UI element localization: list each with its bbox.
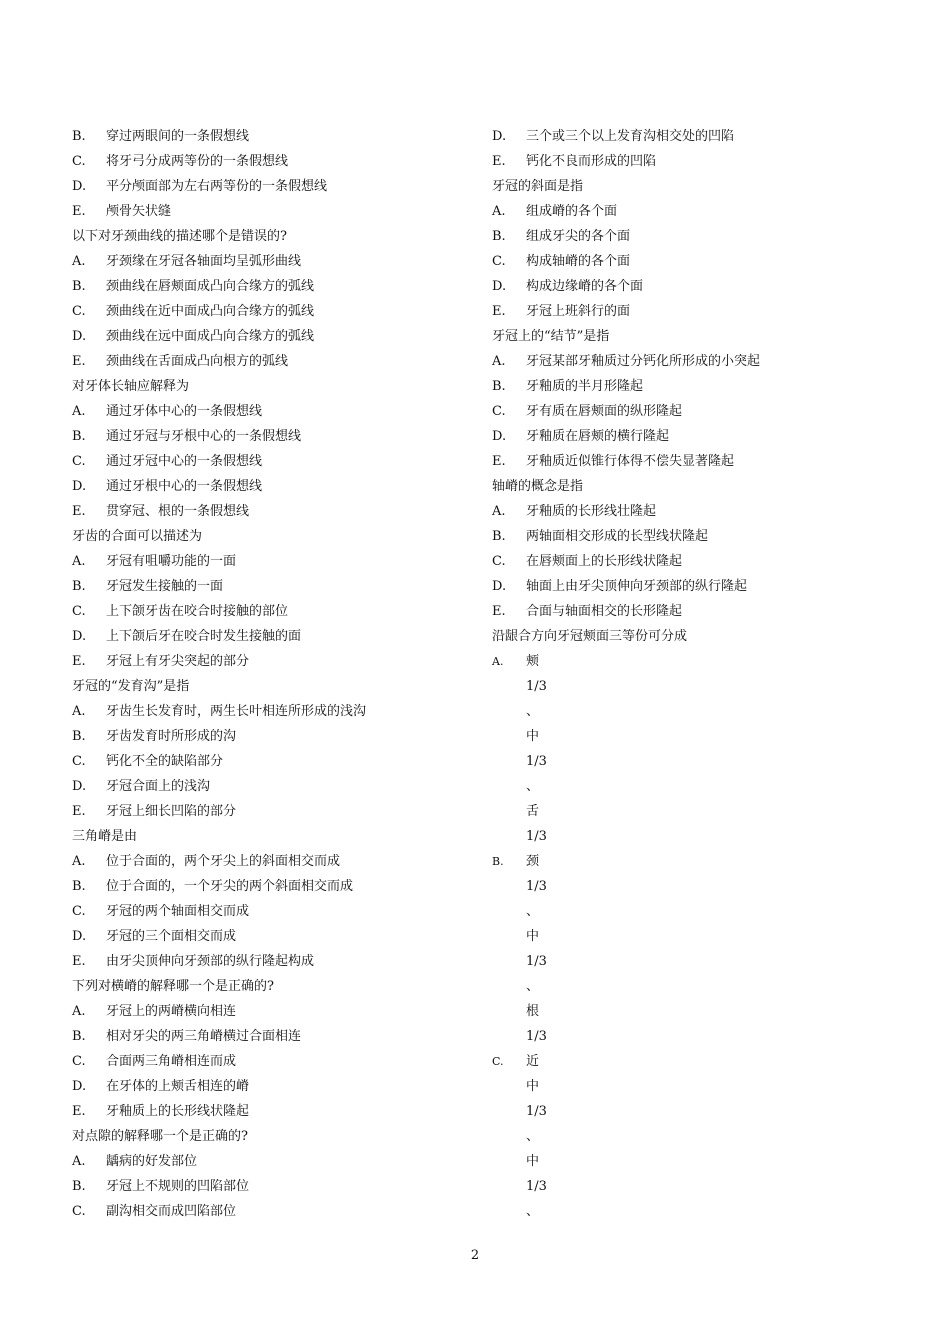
option-line bbox=[72, 1099, 472, 1124]
option-line bbox=[72, 1149, 472, 1174]
line-text: 牙齿发育时所形成的沟 bbox=[106, 729, 237, 744]
option-line bbox=[72, 449, 472, 474]
line-text: 牙冠上细长凹陷的部分 bbox=[106, 804, 237, 819]
option-line bbox=[72, 124, 472, 149]
line-text: 穿过两眼间的一条假想线 bbox=[106, 129, 250, 144]
line-text: 三个或三个以上发育沟相交处的凹陷 bbox=[526, 129, 735, 144]
option-label: E. bbox=[492, 604, 506, 619]
question-text bbox=[72, 674, 472, 699]
line-text: 中 bbox=[526, 1079, 540, 1094]
question-text bbox=[72, 1124, 472, 1149]
option-label: C. bbox=[72, 154, 86, 169]
option-line bbox=[492, 849, 912, 874]
option-continuation bbox=[492, 824, 912, 849]
option-label: D. bbox=[492, 429, 507, 444]
option-line bbox=[492, 149, 912, 174]
line-text: 三角嵴是由 bbox=[72, 829, 138, 844]
option-label: C. bbox=[72, 604, 86, 619]
option-label: B. bbox=[72, 129, 86, 144]
option-continuation bbox=[492, 674, 912, 699]
line-text: 1/3 bbox=[526, 1179, 547, 1194]
option-continuation bbox=[492, 1024, 912, 1049]
line-text: 中 bbox=[526, 929, 540, 944]
option-line bbox=[72, 1074, 472, 1099]
option-label: E. bbox=[492, 154, 506, 169]
line-text: 对点隙的解释哪一个是正确的? bbox=[72, 1129, 248, 1144]
line-text: 上下颌后牙在咬合时发生接触的面 bbox=[106, 629, 302, 644]
option-label: C. bbox=[492, 554, 506, 569]
option-label: B. bbox=[492, 855, 504, 868]
right-column bbox=[492, 124, 912, 1224]
option-line bbox=[72, 249, 472, 274]
line-text: 轴嵴的概念是指 bbox=[492, 479, 584, 494]
question-text bbox=[72, 224, 472, 249]
line-text: 中 bbox=[526, 1154, 540, 1169]
option-continuation bbox=[492, 999, 912, 1024]
line-text: 副沟相交而成凹陷部位 bbox=[106, 1204, 237, 1219]
option-line bbox=[492, 399, 912, 424]
option-continuation bbox=[492, 724, 912, 749]
line-text: 、 bbox=[526, 1129, 540, 1144]
line-text: 沿龈合方向牙冠颊面三等份可分成 bbox=[492, 629, 688, 644]
question-text bbox=[72, 974, 472, 999]
option-line bbox=[72, 999, 472, 1024]
line-text: 平分颅面部为左右两等份的一条假想线 bbox=[106, 179, 328, 194]
option-line bbox=[492, 274, 912, 299]
option-line bbox=[492, 299, 912, 324]
option-line bbox=[72, 899, 472, 924]
line-text: 舌 bbox=[526, 804, 540, 819]
option-line bbox=[72, 724, 472, 749]
option-label: D. bbox=[492, 279, 507, 294]
line-text: 组成牙尖的各个面 bbox=[526, 229, 631, 244]
line-text: 牙釉质上的长形线状隆起 bbox=[106, 1104, 250, 1119]
line-text: 1/3 bbox=[526, 879, 547, 894]
option-line bbox=[492, 199, 912, 224]
line-text: 相对牙尖的两三角嵴横过合面相连 bbox=[106, 1029, 302, 1044]
line-text: 钙化不良而形成的凹陷 bbox=[526, 154, 657, 169]
line-text: 牙釉质的长形线壮隆起 bbox=[526, 504, 657, 519]
option-label: C. bbox=[72, 1204, 86, 1219]
option-line bbox=[72, 1199, 472, 1224]
line-text: 牙冠有咀嚼功能的一面 bbox=[106, 554, 237, 569]
option-line bbox=[492, 124, 912, 149]
option-continuation bbox=[492, 874, 912, 899]
line-text: 牙齿的合面可以描述为 bbox=[72, 529, 203, 544]
line-text: 通过牙根中心的一条假想线 bbox=[106, 479, 263, 494]
option-label: D. bbox=[492, 129, 507, 144]
option-continuation bbox=[492, 1099, 912, 1124]
option-label: D. bbox=[72, 929, 87, 944]
option-continuation bbox=[492, 1149, 912, 1174]
option-label: C. bbox=[72, 304, 86, 319]
option-label: D. bbox=[72, 779, 87, 794]
option-line bbox=[492, 1049, 912, 1074]
line-text: 1/3 bbox=[526, 754, 547, 769]
option-label: B. bbox=[72, 1029, 86, 1044]
line-text: 通过牙冠与牙根中心的一条假想线 bbox=[106, 429, 302, 444]
line-text: 1/3 bbox=[526, 954, 547, 969]
option-label: B. bbox=[492, 379, 506, 394]
option-label: B. bbox=[72, 279, 86, 294]
option-label: E. bbox=[492, 304, 506, 319]
line-text: 牙冠某部牙釉质过分钙化所形成的小突起 bbox=[526, 354, 761, 369]
line-text: 在唇颊面上的长形线状隆起 bbox=[526, 554, 683, 569]
option-label: C. bbox=[492, 404, 506, 419]
line-text: 1/3 bbox=[526, 1029, 547, 1044]
line-text: 构成边缘嵴的各个面 bbox=[526, 279, 644, 294]
option-label: C. bbox=[72, 1054, 86, 1069]
option-line bbox=[72, 174, 472, 199]
option-line bbox=[492, 224, 912, 249]
page-number: 2 bbox=[470, 1248, 480, 1263]
line-text: 颈曲线在近中面成凸向合缘方的弧线 bbox=[106, 304, 315, 319]
line-text: 牙冠上班斜行的面 bbox=[526, 304, 631, 319]
option-line bbox=[72, 1024, 472, 1049]
option-label: E. bbox=[72, 954, 86, 969]
line-text: 龋病的好发部位 bbox=[106, 1154, 198, 1169]
question-text bbox=[72, 524, 472, 549]
line-text: 、 bbox=[526, 904, 540, 919]
option-continuation bbox=[492, 749, 912, 774]
line-text: 、 bbox=[526, 704, 540, 719]
option-line bbox=[72, 1174, 472, 1199]
line-text: 颈 bbox=[526, 854, 540, 869]
option-label: B. bbox=[492, 229, 506, 244]
option-line bbox=[72, 499, 472, 524]
option-label: A. bbox=[72, 704, 86, 719]
option-line bbox=[492, 349, 912, 374]
line-text: 在牙体的上颊舌相连的嵴 bbox=[106, 1079, 250, 1094]
option-label: A. bbox=[492, 504, 506, 519]
option-continuation bbox=[492, 1124, 912, 1149]
line-text: 轴面上由牙尖顶伸向牙颈部的纵行隆起 bbox=[526, 579, 748, 594]
option-line bbox=[72, 749, 472, 774]
option-line bbox=[72, 699, 472, 724]
option-label: B. bbox=[72, 579, 86, 594]
line-text: 组成嵴的各个面 bbox=[526, 204, 618, 219]
option-line bbox=[72, 774, 472, 799]
line-text: 牙颈缘在牙冠各轴面均呈弧形曲线 bbox=[106, 254, 302, 269]
option-label: A. bbox=[72, 404, 86, 419]
option-line bbox=[72, 624, 472, 649]
option-label: D. bbox=[492, 579, 507, 594]
question-text bbox=[492, 624, 912, 649]
line-text: 中 bbox=[526, 729, 540, 744]
line-text: 牙有质在唇颊面的纵形隆起 bbox=[526, 404, 683, 419]
line-text: 对牙体长轴应解释为 bbox=[72, 379, 190, 394]
line-text: 牙冠上不规则的凹陷部位 bbox=[106, 1179, 250, 1194]
option-label: A. bbox=[72, 1154, 86, 1169]
line-text: 1/3 bbox=[526, 1104, 547, 1119]
option-label: C. bbox=[492, 1055, 504, 1068]
option-label: D. bbox=[72, 179, 87, 194]
option-label: D. bbox=[72, 479, 87, 494]
line-text: 钙化不全的缺陷部分 bbox=[106, 754, 224, 769]
line-text: 通过牙冠中心的一条假想线 bbox=[106, 454, 263, 469]
line-text: 牙冠的两个轴面相交而成 bbox=[106, 904, 250, 919]
line-text: 贯穿冠、根的一条假想线 bbox=[106, 504, 250, 519]
option-continuation bbox=[492, 899, 912, 924]
line-text: 下列对横嵴的解释哪一个是正确的? bbox=[72, 979, 274, 994]
line-text: 牙釉质的半月形隆起 bbox=[526, 379, 644, 394]
option-line bbox=[72, 574, 472, 599]
line-text: 近 bbox=[526, 1054, 540, 1069]
line-text: 牙冠上有牙尖突起的部分 bbox=[106, 654, 250, 669]
line-text: 牙冠的“发育沟”是指 bbox=[72, 679, 190, 694]
option-line bbox=[72, 924, 472, 949]
option-line bbox=[72, 1049, 472, 1074]
option-label: A. bbox=[72, 1004, 86, 1019]
option-label: A. bbox=[72, 554, 86, 569]
line-text: 牙釉质在唇颊的横行隆起 bbox=[526, 429, 670, 444]
line-text: 1/3 bbox=[526, 829, 547, 844]
line-text: 牙釉质近似锥行体得不偿失显著隆起 bbox=[526, 454, 735, 469]
option-line bbox=[72, 549, 472, 574]
option-label: E. bbox=[72, 654, 86, 669]
option-line bbox=[492, 599, 912, 624]
line-text: 两轴面相交形成的长型线状隆起 bbox=[526, 529, 709, 544]
line-text: 构成轴嵴的各个面 bbox=[526, 254, 631, 269]
option-label: B. bbox=[72, 729, 86, 744]
option-continuation bbox=[492, 1074, 912, 1099]
line-text: 由牙尖顶伸向牙颈部的纵行隆起构成 bbox=[106, 954, 315, 969]
option-label: B. bbox=[72, 879, 86, 894]
option-label: E. bbox=[72, 1104, 86, 1119]
question-text bbox=[72, 374, 472, 399]
left-column bbox=[72, 124, 472, 1224]
option-line bbox=[72, 149, 472, 174]
option-label: E. bbox=[72, 504, 86, 519]
line-text: 颊 bbox=[526, 654, 540, 669]
line-text: 以下对牙颈曲线的描述哪个是错误的? bbox=[72, 229, 287, 244]
option-label: C. bbox=[72, 454, 86, 469]
option-line bbox=[72, 474, 472, 499]
option-line bbox=[492, 374, 912, 399]
option-line bbox=[492, 499, 912, 524]
option-label: D. bbox=[72, 329, 87, 344]
line-text: 位于合面的，两个牙尖上的斜面相交而成 bbox=[106, 854, 341, 869]
option-line bbox=[72, 799, 472, 824]
line-text: 合面两三角嵴相连而成 bbox=[106, 1054, 237, 1069]
line-text: 将牙弓分成两等份的一条假想线 bbox=[106, 154, 289, 169]
line-text: 位于合面的，一个牙尖的两个斜面相交而成 bbox=[106, 879, 354, 894]
option-line bbox=[492, 424, 912, 449]
option-line bbox=[72, 349, 472, 374]
option-line bbox=[72, 649, 472, 674]
option-label: A. bbox=[72, 254, 86, 269]
option-label: A. bbox=[492, 655, 504, 668]
option-continuation bbox=[492, 1199, 912, 1224]
option-label: D. bbox=[72, 1079, 87, 1094]
option-label: E. bbox=[72, 804, 86, 819]
option-continuation bbox=[492, 799, 912, 824]
question-text bbox=[492, 174, 912, 199]
line-text: 牙冠的三个面相交而成 bbox=[106, 929, 237, 944]
option-line bbox=[72, 274, 472, 299]
line-text: 颈曲线在舌面成凸向根方的弧线 bbox=[106, 354, 289, 369]
option-line bbox=[72, 874, 472, 899]
option-label: A. bbox=[492, 204, 506, 219]
line-text: 牙冠合面上的浅沟 bbox=[106, 779, 211, 794]
option-line bbox=[72, 399, 472, 424]
option-line bbox=[72, 299, 472, 324]
option-line bbox=[72, 324, 472, 349]
option-continuation bbox=[492, 699, 912, 724]
option-label: A. bbox=[492, 354, 506, 369]
option-continuation bbox=[492, 924, 912, 949]
option-line bbox=[492, 449, 912, 474]
line-text: 颅骨矢状缝 bbox=[106, 204, 172, 219]
question-text bbox=[492, 324, 912, 349]
line-text: 合面与轴面相交的长形隆起 bbox=[526, 604, 683, 619]
line-text: 牙冠的斜面是指 bbox=[492, 179, 584, 194]
question-text bbox=[72, 824, 472, 849]
line-text: 、 bbox=[526, 1204, 540, 1219]
option-line bbox=[72, 199, 472, 224]
question-text bbox=[492, 474, 912, 499]
option-continuation bbox=[492, 1174, 912, 1199]
option-label: D. bbox=[72, 629, 87, 644]
line-text: 颈曲线在远中面成凸向合缘方的弧线 bbox=[106, 329, 315, 344]
option-line bbox=[72, 849, 472, 874]
option-label: B. bbox=[492, 529, 506, 544]
option-continuation bbox=[492, 974, 912, 999]
option-line bbox=[72, 424, 472, 449]
option-label: E. bbox=[72, 354, 86, 369]
option-label: C. bbox=[72, 754, 86, 769]
option-label: B. bbox=[72, 1179, 86, 1194]
option-label: C. bbox=[492, 254, 506, 269]
option-label: C. bbox=[72, 904, 86, 919]
option-label: E. bbox=[492, 454, 506, 469]
line-text: 牙齿生长发育时，两生长叶相连所形成的浅沟 bbox=[106, 704, 367, 719]
option-label: E. bbox=[72, 204, 86, 219]
option-line bbox=[72, 599, 472, 624]
option-label: A. bbox=[72, 854, 86, 869]
line-text: 牙冠上的“结节”是指 bbox=[492, 329, 610, 344]
line-text: 颈曲线在唇颊面成凸向合缘方的弧线 bbox=[106, 279, 315, 294]
line-text: 根 bbox=[526, 1004, 540, 1019]
option-line bbox=[492, 549, 912, 574]
option-line bbox=[492, 249, 912, 274]
line-text: 1/3 bbox=[526, 679, 547, 694]
line-text: 通过牙体中心的一条假想线 bbox=[106, 404, 263, 419]
option-line bbox=[72, 949, 472, 974]
option-line bbox=[492, 524, 912, 549]
option-continuation bbox=[492, 949, 912, 974]
option-line bbox=[492, 649, 912, 674]
line-text: 、 bbox=[526, 979, 540, 994]
option-line bbox=[492, 574, 912, 599]
line-text: 上下颌牙齿在咬合时接触的部位 bbox=[106, 604, 289, 619]
option-continuation bbox=[492, 774, 912, 799]
option-label: B. bbox=[72, 429, 86, 444]
line-text: 牙冠上的两嵴横向相连 bbox=[106, 1004, 237, 1019]
line-text: 牙冠发生接触的一面 bbox=[106, 579, 224, 594]
line-text: 、 bbox=[526, 779, 540, 794]
